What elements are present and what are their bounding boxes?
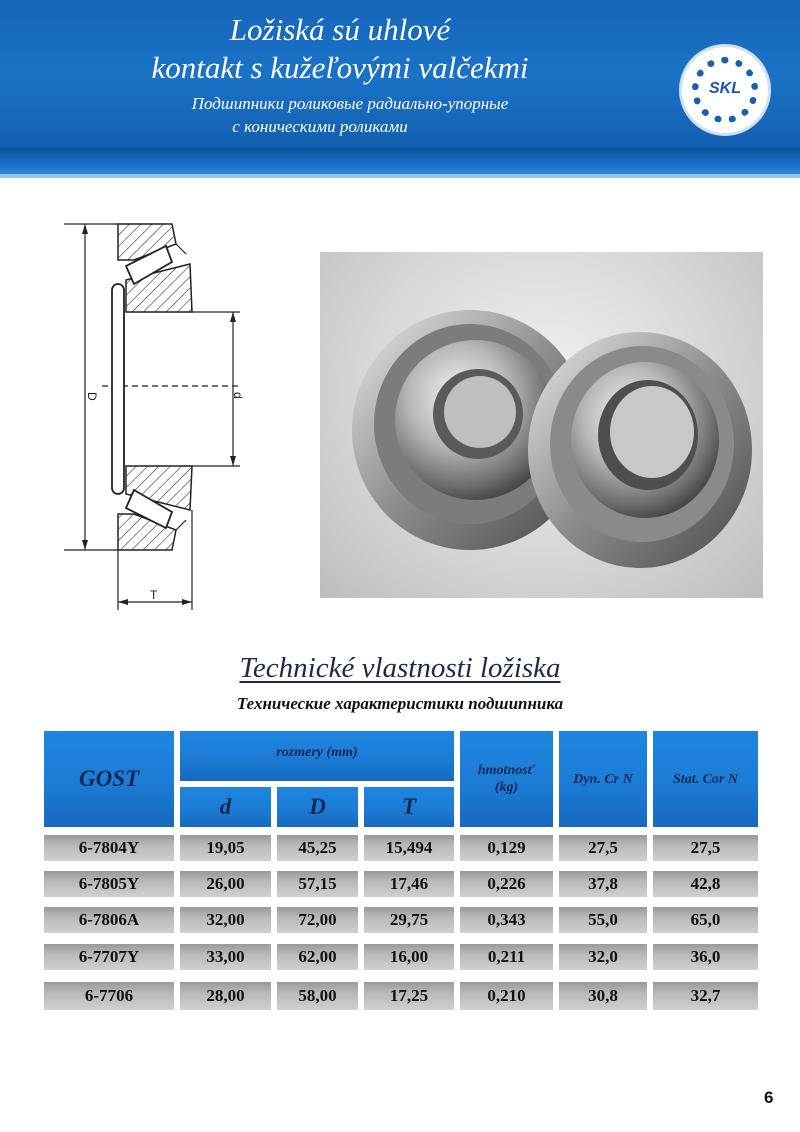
table-cell: 17,25 <box>364 982 454 1012</box>
title-line-2: kontakt s kužeľovými valčekmi <box>151 50 529 85</box>
table-cell: 32,00 <box>180 907 271 935</box>
table-cell: 26,00 <box>180 871 271 899</box>
table-cell: 0,211 <box>460 944 553 972</box>
table-cell: 6-7804Y <box>44 835 174 863</box>
header-hmotnost <box>460 731 553 827</box>
logo-text: SKL <box>709 80 741 97</box>
table-cell: 15,494 <box>364 835 454 863</box>
table-cell: 0,129 <box>460 835 553 863</box>
table-cell: 6-7805Y <box>44 871 174 899</box>
header-stat: Stat. Cor N <box>653 731 758 827</box>
bearing-cross-section-drawing <box>40 200 260 620</box>
section-title: Technické vlastnosti ložiska <box>239 652 561 684</box>
table-cell: 27,5 <box>653 835 758 863</box>
header-banner <box>0 0 800 148</box>
table-cell: 17,46 <box>364 871 454 899</box>
table-cell: 62,00 <box>277 944 358 972</box>
table-cell: 6-7706 <box>44 982 174 1012</box>
header-stripe <box>0 148 800 174</box>
table-cell: 32,0 <box>559 944 647 972</box>
table-cell: 65,0 <box>653 907 758 935</box>
header-hmotnost-line2: (kg) <box>494 780 519 795</box>
header-gost: GOST <box>44 731 174 827</box>
header-D: D <box>277 787 358 827</box>
table-cell: 29,75 <box>364 907 454 935</box>
table-cell: 32,7 <box>653 982 758 1012</box>
header-hmotnost-line1: hmotnosť <box>477 763 536 778</box>
table-cell: 6-7707Y <box>44 944 174 972</box>
table-cell: 30,8 <box>559 982 647 1012</box>
table-cell: 55,0 <box>559 907 647 935</box>
table-cell: 42,8 <box>653 871 758 899</box>
header-rozmery: rozmery (mm) <box>180 731 454 781</box>
table-cell: 0,226 <box>460 871 553 899</box>
table-cell: 0,210 <box>460 982 553 1012</box>
table-cell: 6-7806A <box>44 907 174 935</box>
page-number: 6 <box>764 1088 774 1107</box>
label-D: D <box>85 392 99 401</box>
table-cell: 45,25 <box>277 835 358 863</box>
table-cell: 27,5 <box>559 835 647 863</box>
table-cell: 28,00 <box>180 982 271 1012</box>
subtitle-line-2: с коническими роликами <box>232 117 408 136</box>
table-cell: 33,00 <box>180 944 271 972</box>
label-T: T <box>150 588 158 602</box>
table-cell: 72,00 <box>277 907 358 935</box>
header-T: T <box>364 787 454 827</box>
bearing-photo <box>320 252 763 598</box>
table-cell: 19,05 <box>180 835 271 863</box>
header-stripe-light <box>0 174 800 178</box>
table-cell: 57,15 <box>277 871 358 899</box>
subtitle-line-1: Подшипники роликовые радиально-упорные <box>191 94 509 113</box>
header-dyn: Dyn. Cr N <box>559 731 647 827</box>
label-d: d <box>231 392 245 399</box>
table-cell: 0,343 <box>460 907 553 935</box>
section-subtitle: Технические характеристики подшипника <box>236 694 564 713</box>
header-d: d <box>180 787 271 827</box>
title-line-1: Ložiská sú uhlové <box>229 12 451 47</box>
skl-logo <box>679 44 771 136</box>
table-cell: 16,00 <box>364 944 454 972</box>
table-cell: 36,0 <box>653 944 758 972</box>
table-cell: 58,00 <box>277 982 358 1012</box>
table-cell: 37,8 <box>559 871 647 899</box>
